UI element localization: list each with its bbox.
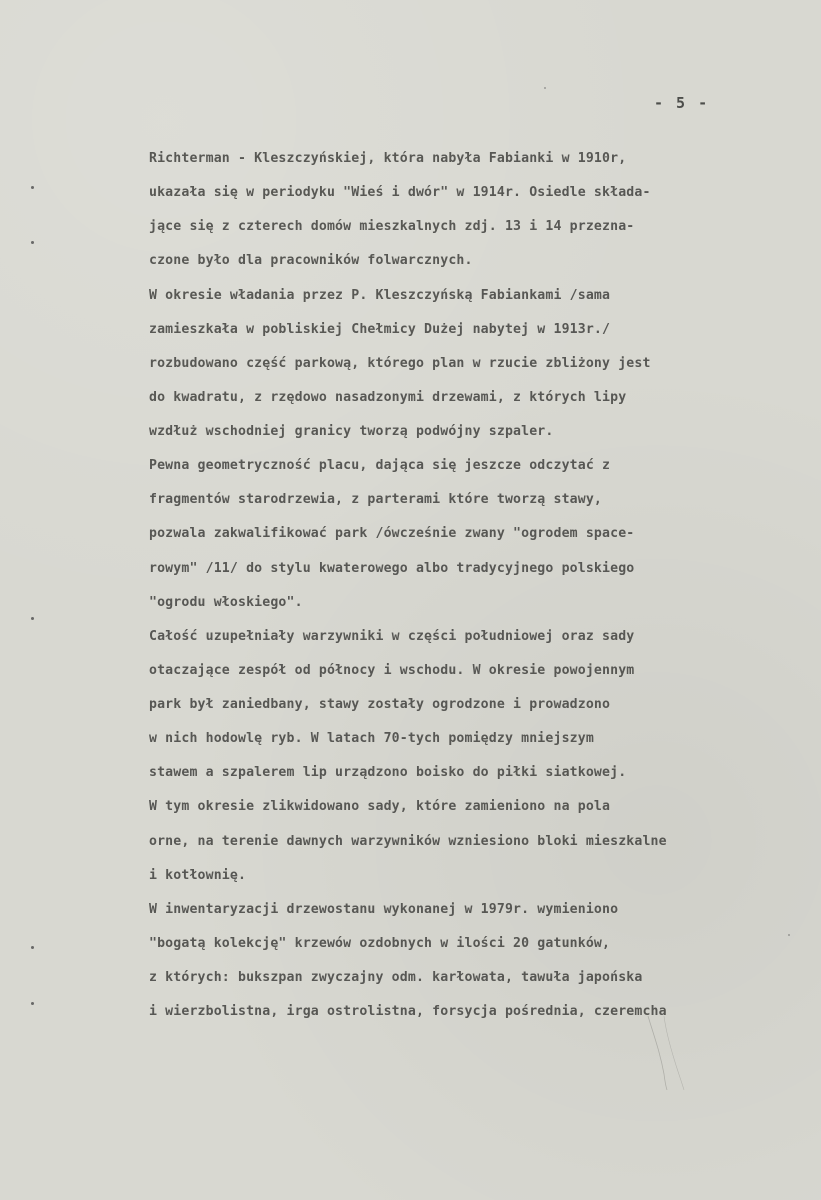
- text-line-20: W tym okresie zlikwidowano sady, które zamieniono na pola: [149, 799, 611, 814]
- text-line-15: Całość uzupełniały warzywniki w części południowej oraz sady: [149, 629, 635, 644]
- paper-speck: [544, 87, 546, 89]
- text-line-14: "ogrodu włoskiego".: [149, 595, 303, 610]
- text-line-1: Richterman - Kleszczyńskiej, która nabyła Fabianki w 1910r,: [149, 151, 627, 166]
- text-line-7: rozbudowano część parkową, którego plan w rzucie zbliżony jest: [149, 356, 651, 371]
- text-line-19: stawem a szpalerem lip urządzono boisko do piłki siatkowej.: [149, 765, 627, 780]
- paper-speck: [788, 934, 790, 936]
- text-line-5: W okresie władania przez P. Kleszczyńską Fabiankami /sama: [149, 288, 611, 303]
- text-line-3: jące się z czterech domów mieszkalnych zdj. 13 i 14 przezna-: [149, 219, 635, 234]
- text-line-8: do kwadratu, z rzędowo nasadzonymi drzewami, z których lipy: [149, 390, 627, 405]
- text-line-18: w nich hodowlę ryb. W latach 70-tych pomiędzy mniejszym: [149, 731, 594, 746]
- paper-crease: [646, 1016, 686, 1090]
- text-line-26: i wierzbolistna, irga ostrolistna, forsycja pośrednia, czeremcha: [149, 1004, 667, 1019]
- text-line-22: i kotłownię.: [149, 868, 247, 883]
- text-line-10: Pewna geometryczność placu, dająca się jeszcze odczytać z: [149, 458, 611, 473]
- text-line-16: otaczające zespół od północy i wschodu. W okresie powojennym: [149, 663, 635, 678]
- text-line-23: W inwentaryzacji drzewostanu wykonanej w 1979r. wymieniono: [149, 902, 619, 917]
- page-number: - 5 -: [654, 94, 710, 112]
- margin-dot: [31, 1002, 34, 1005]
- margin-dot: [31, 186, 34, 189]
- text-line-12: pozwala zakwalifikować park /ówcześnie zwany "ogrodem space-: [149, 526, 635, 541]
- text-line-17: park był zaniedbany, stawy zostały ogrodzone i prowadzono: [149, 697, 611, 712]
- text-line-13: rowym" /11/ do stylu kwaterowego albo tradycyjnego polskiego: [149, 561, 635, 576]
- margin-dot: [31, 241, 34, 244]
- margin-dot: [31, 617, 34, 620]
- text-line-6: zamieszkała w pobliskiej Chełmicy Dużej nabytej w 1913r./: [149, 322, 611, 337]
- text-line-11: fragmentów starodrzewia, z parterami które tworzą stawy,: [149, 492, 603, 507]
- text-line-2: ukazała się w periodyku "Wieś i dwór" w 1914r. Osiedle składa-: [149, 185, 651, 200]
- margin-dot: [31, 946, 34, 949]
- text-line-21: orne, na terenie dawnych warzywników wzniesiono bloki mieszkalne: [149, 834, 667, 849]
- text-line-9: wzdłuż wschodniej granicy tworzą podwójny szpaler.: [149, 424, 554, 439]
- text-line-24: "bogatą kolekcję" krzewów ozdobnych w ilości 20 gatunków,: [149, 936, 611, 951]
- text-line-4: czone było dla pracowników folwarcznych.: [149, 253, 473, 268]
- text-line-25: z których: bukszpan zwyczajny odm. karłowata, tawuła japońska: [149, 970, 643, 985]
